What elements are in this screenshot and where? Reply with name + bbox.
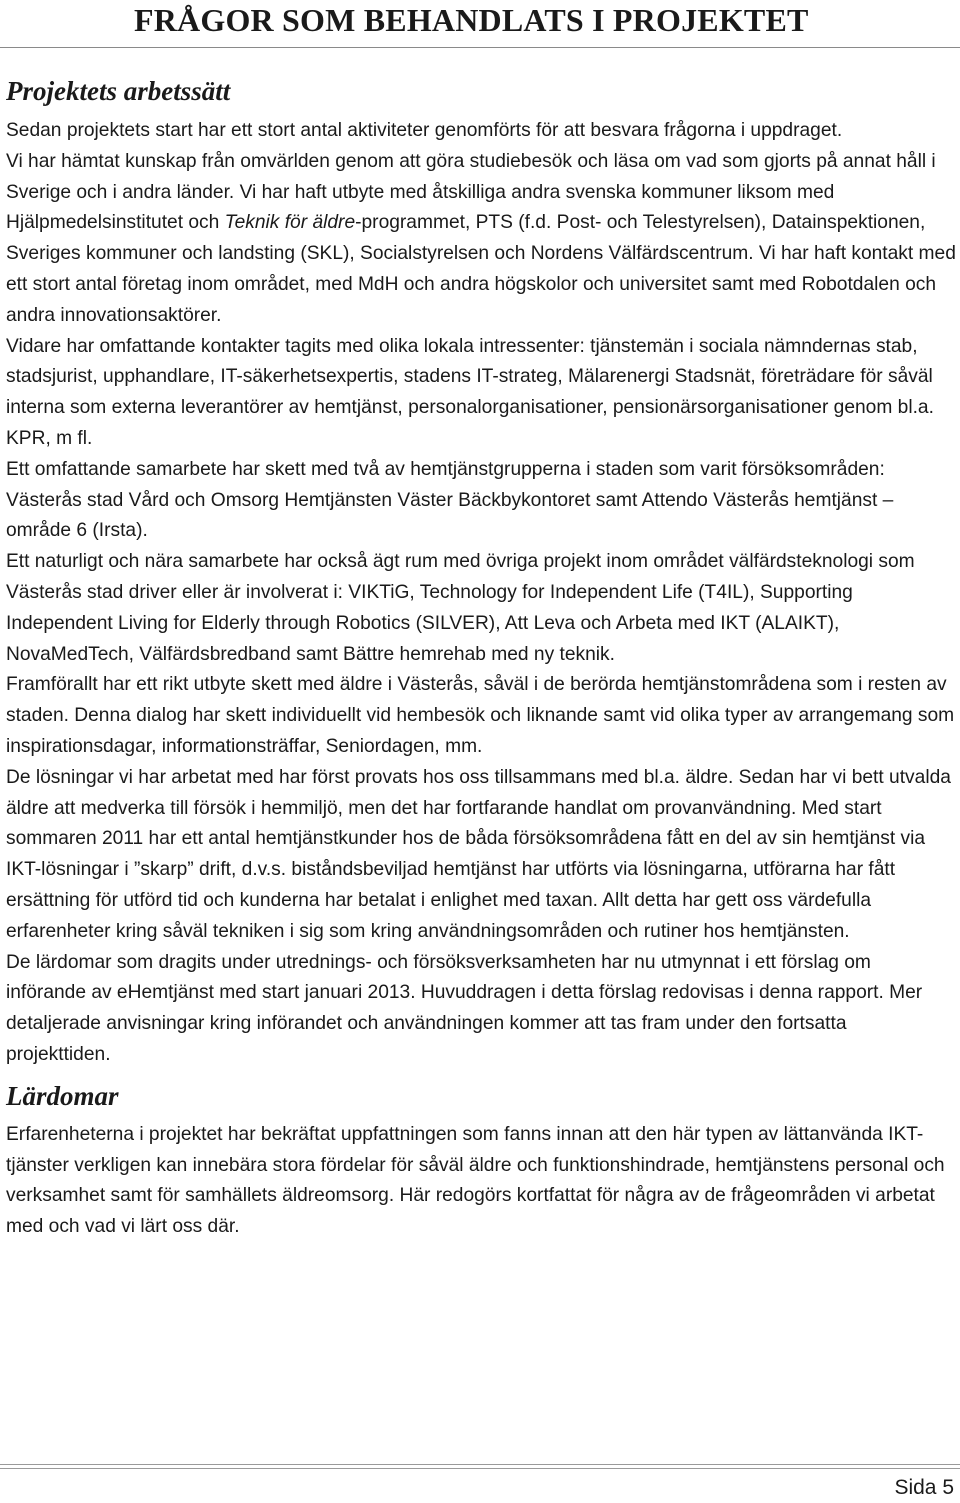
paragraph-solutions-trial: De lösningar vi har arbetat med har först provats hos oss tillsammans med bl.a. äldre. Sedan har vi bett utvalda äldre att medverka till försök i hemmiljö, men det har fortfarande handlat om provanvändning. Med start sommaren 2011 har ett antal hemtjänstkunder hos de båda försöksområdena fått en del av sin hemtjänst via IKT-lösningar i ”skarp” drift, d.v.s. biståndsbeviljad hemtjänst har utförts via lösningarna, utförarna har fått ersättning för utförd tid och kunderna har betalat i enlighet med taxan. Allt detta har gett oss värdefulla erfarenheter kring såväl tekniken i sig som kring användningsområden och rutiner hos hemtjänsten. bbox=[6, 766, 951, 942]
chapter-title: FRÅGOR SOM BEHANDLATS I PROJEKTET bbox=[134, 2, 809, 38]
paragraph-intro: Sedan projektets start har ett stort antal aktiviteter genomförts för att besvara frågorna i uppdraget. bbox=[6, 120, 843, 141]
paragraph-external-knowledge bbox=[6, 147, 956, 332]
paragraph-related-projects: Ett naturligt och nära samarbete har också ägt rum med övriga projekt inom området välfärdsteknologi som Västerås stad driver eller är involverat i: VIKTiG, Technology for Independent Life (T4IL), Supporting Independent Living for Elderly through Robotics (SILVER), Att Leva och Arbeta med IKT (ALAIKT), NovaMedTech, Välfärdsbredband samt Bättre hemrehab med ny teknik. bbox=[6, 551, 915, 665]
paragraph-trial-areas: Ett omfattande samarbete har skett med två av hemtjänstgrupperna i staden som varit försöksområden: Västerås stad Vård och Omsorg Hemtjänsten Väster Bäckbykontoret samt Attendo Västerås hemtjänst – område 6 (Irsta). bbox=[6, 458, 894, 542]
paragraph-lessons-proposal: De lärdomar som dragits under utrednings- och försöksverksamheten har nu utmynnat i ett förslag om införande av eHemtjänst med start januari 2013. Huvuddragen i detta förslag redovisas i denna rapport. Mer detaljerade anvisningar kring införandet och användningen kommer att tas fram under den fortsatta projekttiden. bbox=[6, 951, 923, 1065]
header-divider bbox=[0, 47, 960, 48]
paragraph-local-contacts: Vidare har omfattande kontakter tagits med olika lokala intressenter: tjänstemän i sociala nämndernas stab, stadsjurist, upphandlare, IT-säkerhetsexpertis, stadens IT-strateg, Mälarenergi Stadsnät, företrädare för såväl interna som externa leverantörer av hemtjänst, personalorganisationer, pensionärsorganisationer genom bl.a. KPR, m fl. bbox=[6, 335, 934, 449]
paragraph-text: Vi har hämtat kunskap från omvärlden genom att göra studiebesök och läsa om vad som gjorts på annat håll i Sverige och i andra länder. Vi har haft utbyte med åtskilliga andra svenska kommuner liksom med Hjälpmedelsinstitutet och bbox=[6, 150, 936, 234]
footer-divider bbox=[0, 1464, 960, 1465]
paragraph-experiences: Erfarenheterna i projektet har bekräftat uppfattningen som fanns innan att den här typen av lättanvända IKT-tjänster verkligen kan innebära stora fördelar för såväl äldre och funktionshindrade, hemtjänstens personal och verksamhet samt för samhällets äldreomsorg. Här redogörs kortfattat för några av de frågeområden vi arbetat med och vad vi lärt oss där. bbox=[6, 1123, 945, 1238]
paragraph-text: -programmet, PTS (f.d. Post- och Telestyrelsen), Datainspektionen, Sveriges kommuner och landsting (SKL), Socialstyrelsen och Nordens Välfärdscentrum. Vi har haft kontakt med ett stort antal företag inom området, med MdH och andra högskolor och universitet samt med Robotdalen och andra innovationsaktörer. bbox=[6, 212, 956, 326]
footer-divider bbox=[0, 1468, 960, 1469]
page-footer bbox=[0, 1464, 960, 1503]
section-heading-arbetssatt: Projektets arbetssätt bbox=[6, 76, 231, 106]
page-number: Sida 5 bbox=[894, 1476, 954, 1499]
document-body bbox=[6, 74, 956, 1243]
section-heading-lardomar: Lärdomar bbox=[6, 1080, 119, 1111]
program-name-italic: Teknik för äldre bbox=[224, 212, 356, 234]
paragraph-elderly-dialogue: Framförallt har ett rikt utbyte skett med äldre i Västerås, såväl i de berörda hemtjänstområdena som i resten av staden. Denna dialog har skett individuellt vid hembesök och liknande samt vid olika typer av arrangemang som inspirationsdagar, informationsträffar, Seniordagen, mm. bbox=[6, 674, 955, 757]
page-header bbox=[0, 0, 960, 50]
